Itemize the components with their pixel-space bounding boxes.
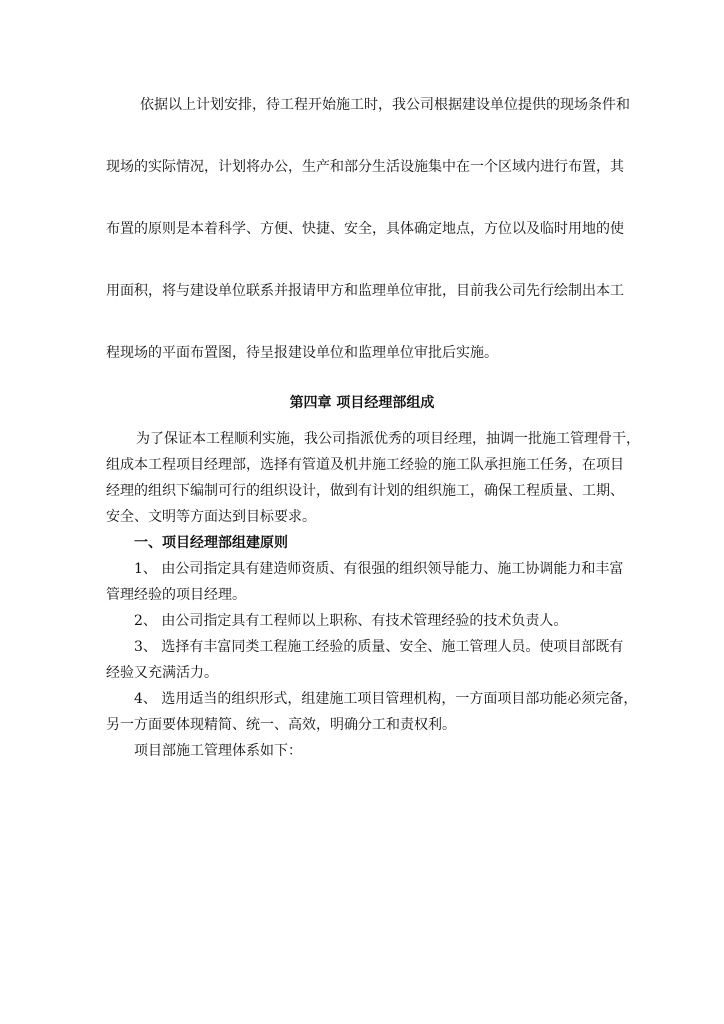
item-3-line-1: 3、 选择有丰富同类工程施工经验的质量、安全、施工管理人员。使项目部既有 <box>134 639 624 655</box>
chapter-title: 第四章 项目经理部组成 <box>289 395 435 411</box>
item-2-line-1: 2、 由公司指定具有工程师以上职称、有技术管理经验的技术负责人。 <box>134 613 568 629</box>
purpose-line-4: 安全、文明等方面达到目标要求。 <box>106 509 316 525</box>
item-4-line-2: 另一方面要体现精简、统一、高效，明确分工和责权利。 <box>106 717 456 733</box>
closing-line: 项目部施工管理体系如下： <box>134 743 302 759</box>
item-4-line-1: 4、 选用适当的组织形式，组建施工项目管理机构，一方面项目部功能必须完备， <box>134 691 638 707</box>
item-1-line-2: 管理经验的项目经理。 <box>106 587 246 603</box>
intro-line-3: 布置的原则是本着科学、方便、快捷、安全，具体确定地点，方位以及临时用地的使 <box>106 221 624 237</box>
purpose-line-3: 经理的组织下编制可行的组织设计，做到有计划的组织施工，确保工程质量、工期、 <box>106 483 624 499</box>
item-3-line-2: 经验又充满活力。 <box>106 665 218 681</box>
purpose-line-1: 为了保证本工程顺利实施，我公司指派优秀的项目经理，抽调一批施工管理骨干， <box>136 431 640 447</box>
intro-line-4: 用面积，将与建设单位联系并报请甲方和监理单位审批，目前我公司先行绘制出本工 <box>106 283 624 299</box>
intro-line-5: 程现场的平面布置图，待呈报建设单位和监理单位审批后实施。 <box>106 345 498 361</box>
section-title: 一、项目经理部组建原则 <box>134 535 288 551</box>
intro-line-1: 依据以上计划安排，待工程开始施工时，我公司根据建设单位提供的现场条件和 <box>140 97 630 113</box>
intro-line-2: 现场的实际情况，计划将办公，生产和部分生活设施集中在一个区域内进行布置，其 <box>106 159 624 175</box>
item-1-line-1: 1、 由公司指定具有建造师资质、有很强的组织领导能力、施工协调能力和丰富 <box>134 561 624 577</box>
purpose-line-2: 组成本工程项目经理部，选择有管道及机井施工经验的施工队承担施工任务，在项目 <box>106 457 624 473</box>
